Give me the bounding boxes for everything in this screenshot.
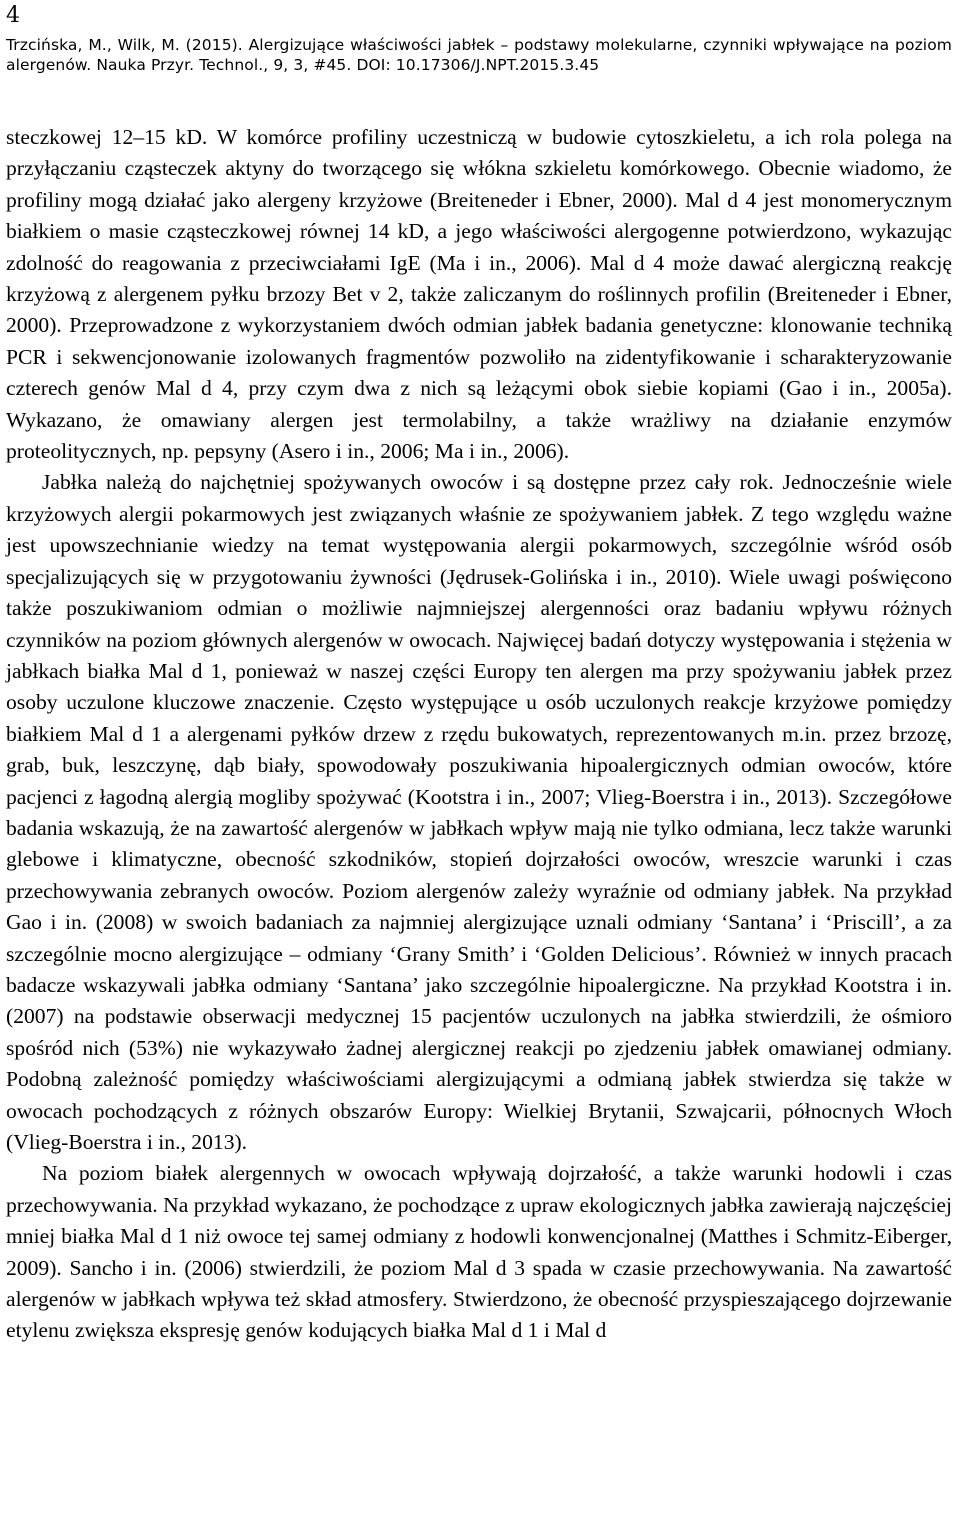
paragraph-continuation: steczkowej 12–15 kD. W komórce profiliny uczestniczą w budowie cytoszkieletu, a ich rola polega na przyłączaniu cząsteczek aktyny do tworzącego się włókna szkieletu komórkowego. Obecnie wiadomo, że profiliny mogą działać jako alergeny krzyżowe (Breiteneder i Ebner, 2000). Mal d 4 jest monomerycznym białkiem o masie cząsteczkowej równej 14 kD, a jego właściwości alergogenne potwierdzono, wykazując zdolność do reagowania z przeciwciałami IgE (Ma i in., 2006). Mal d 4 może dawać alergiczną reakcję krzyżową z alergenem pyłku brzozy Bet v 2, także zaliczanym do roślinnych profilin (Breiteneder i Ebner, 2000). Przeprowadzone z wykorzystaniem dwóch odmian jabłek badania genetyczne: klonowanie techniką PCR i sekwencjonowanie izolowanych fragmentów pozwoliło na zidentyfikowanie i scharakteryzowanie czterech genów Mal d 4, przy czym dwa z nich są leżącymi obok siebie kopiami (Gao i in., 2005a). Wykazano, że omawiany alergen jest termolabilny, a także wrażliwy na działanie enzymów proteolitycznych, np. pepsyny (Asero i in., 2006; Ma i in., 2006). (6, 125, 952, 464)
paragraph-apples-allergy: Jabłka należą do najchętniej spożywanych owoców i są dostępne przez cały rok. Jednocześnie wiele krzyżowych alergii pokarmowych jest związanych właśnie ze spożywaniem jabłek. Z tego względu ważne jest upowszechnianie wiedzy na temat występowania alergii pokarmowych, szczególnie wśród osób specjalizujących się w przygotowaniu żywności (Jędrusek-Golińska i in., 2010). Wiele uwagi poświęcono także poszukiwaniom odmian o możliwie najmniejszej alergenności oraz badaniu wpływu różnych czynników na poziom głównych alergenów w owocach. Najwięcej badań dotyczy występowania i stężenia w jabłkach białka Mal d 1, ponieważ w naszej części Europy ten alergen ma przy spożywaniu jabłek przez osoby uczulone kluczowe znaczenie. Często występujące u osób uczulonych reakcje krzyżowe pomiędzy białkiem Mal d 1 a alergenami pyłków drzew z rzędu bukowatych, reprezentowanych m.in. przez brzozę, grab, buk, leszczynę, dąb biały, spowodowały poszukiwania hipoalergicznych odmian owoców, które pacjenci z łagodną alergią mogliby spożywać (Kootstra i in., 2007; Vlieg-Boerstra i in., 2013). Szczegółowe badania wskazują, że na zawartość alergenów w jabłkach wpływ mają nie tylko odmiana, lecz także warunki glebowe i klimatyczne, obecność szkodników, stopień dojrzałości owoców, wreszcie warunki i czas przechowywania zebranych owoców. Poziom alergenów zależy wyraźnie od odmiany jabłek. Na przykład Gao i in. (2008) w swoich badaniach za najmniej alergizujące uznali odmiany ‘Santana’ i ‘Priscill’, a za szczególnie mocno alergizujące – odmiany ‘Grany Smith’ i ‘Golden Delicious’. Również w innych pracach badacze wskazywali jabłka odmiany ‘Santana’ jako szczególnie hipoalergiczne. Na przykład Kootstra i in. (2007) na podstawie obserwacji medycznej 15 pacjentów uczulonych na jabłka stwierdzili, że ośmioro spośród nich (53%) nie wykazywało żadnej alergicznej reakcji po zjedzeniu jabłek omawianej odmiany. Podobną zależność pomiędzy właściwościami alergizującymi a odmianą jabłek stwierdza się także w owocach pochodzących z różnych obszarów Europy: Wielkiej Brytanii, Szwajcarii, północnych Włoch (Vlieg-Boerstra i in., 2013). (6, 470, 952, 1154)
page-number: 4 (6, 3, 20, 28)
body-text (6, 122, 952, 1347)
citation-header: Trzcińska, M., Wilk, M. (2015). Alergizujące właściwości jabłek – podstawy molekularne, czynniki wpływające na poziom alergenów. Nauka Przyr. Technol., 9, 3, #45. DOI: 10.17306/J.NPT.2015.3.45 (6, 36, 952, 74)
paragraph-storage-factors: Na poziom białek alergennych w owocach wpływają dojrzałość, a także warunki hodowli i czas przechowywania. Na przykład wykazano, że pochodzące z upraw ekologicznych jabłka zawierają najczęściej mniej białka Mal d 1 niż owoce tej samej odmiany z hodowli konwencjonalnej (Matthes i Schmitz-Eiberger, 2009). Sancho i in. (2006) stwierdzili, że poziom Mal d 3 spada w czasie przechowywania. Na zawartość alergenów w jabłkach wpływa też skład atmosfery. Stwierdzono, że obecność przyspieszającego dojrzewanie etylenu zwiększa ekspresję genów kodujących białka Mal d 1 i Mal d (6, 1161, 952, 1343)
